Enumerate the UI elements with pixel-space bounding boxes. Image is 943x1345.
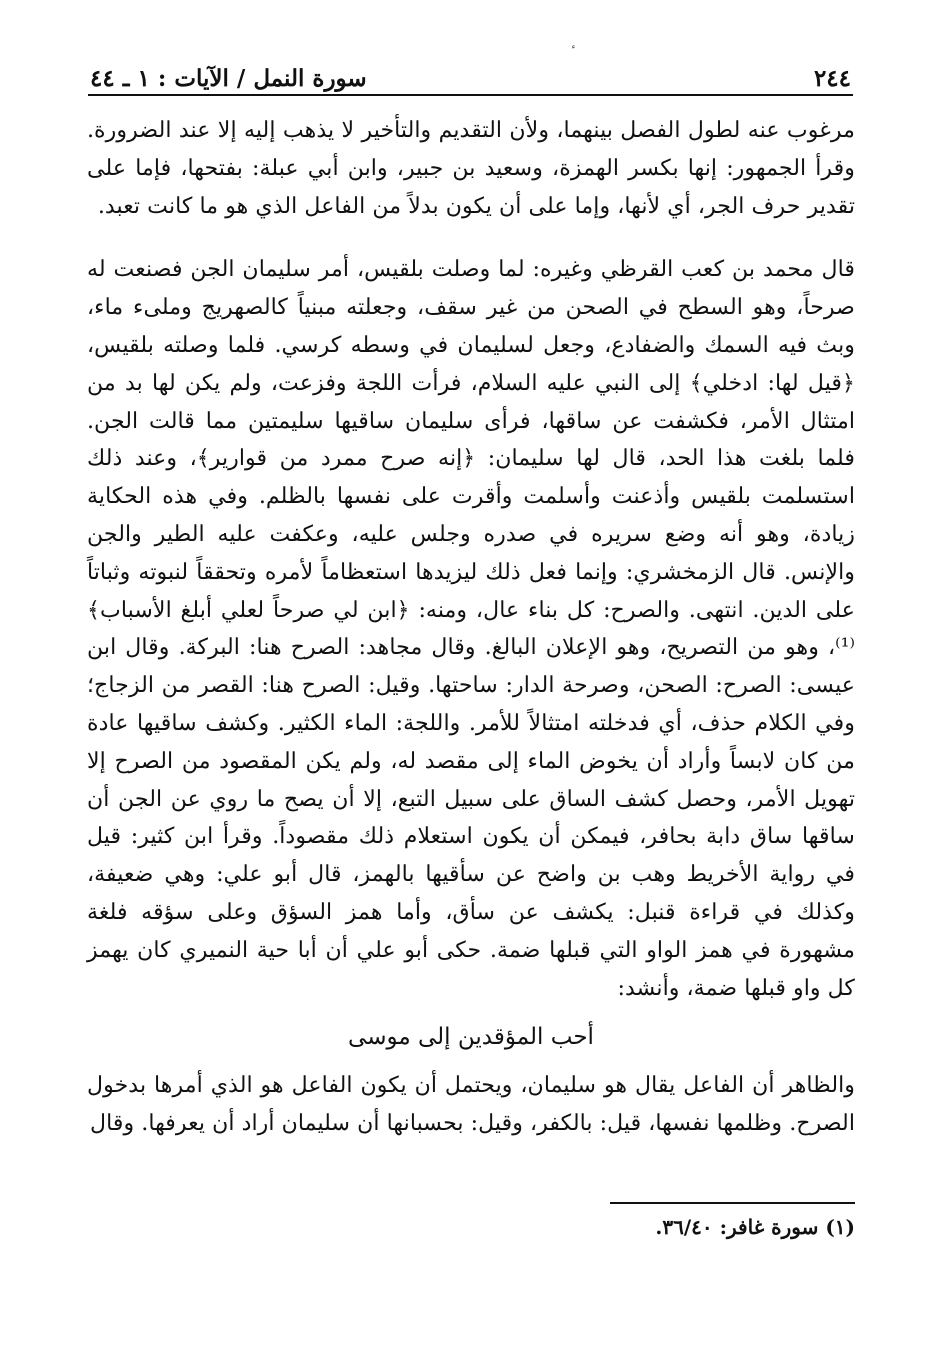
paragraph-2: قال محمد بن كعب القرظي وغيره: لما وصلت بلقيس، أمر سليمان الجن فصنعت له صرحاً، وهو السطح في الصحن من غير سقف، وجعلته مبنياً كالصهريج وملىء ماء، وبث فيه السمك والضفادع، وجعل لسليمان في وسطه كرسي. فلما وصلته بلقيس، ﴿قيل لها: ادخلي﴾ إلى النبي عليه السلام، فرأت اللجة وفزعت، ولم يكن لها بد من امتثال الأمر، فكشفت عن ساقها، فرأى سليمان ساقيها سليمتين مما قالت الجن. فلما بلغت هذا الحد، قال لها سليمان: ﴿إنه صرح ممرد من قوارير﴾، وعند ذلك استسلمت بلقيس وأذعنت وأسلمت وأقرت على نفسها بالظلم. وفي هذه الحكاية زيادة، وهو أنه وضع سريره في صدره وجلس عليه، وعكفت عليه الطير والجن والإنس. قال الزمخشري: وإنما فعل ذلك ليزيدها استعظاماً لأمره وتحققاً لنبوته وثباتاً على الدين. انتهى. والصرح: كل بناء عال، ومنه: ﴿ابن لي صرحاً لعلي أبلغ الأسباب﴾⁽¹⁾، وهو من التصريح، وهو الإعلان البالغ. وقال مجاهد: الصرح هنا: البركة. وقال ابن عيسى: الصرح: الصحن، وصرحة الدار: ساحتها. وقيل: الصرح هنا: القصر من الزجاج؛ وفي الكلام حذف، أي فدخلته امتثالاً للأمر. واللجة: الماء الكثير. وكشف ساقيها عادة من كان لابساً وأراد أن يخوض الماء إلى مقصد له، ولم يكن المقصود من الصرح إلا تهويل الأمر، وحصل كشف الساق على سبيل التبع، إلا أن يصح ما روي عن الجن أن ساقها ساق دابة بحافر، فيمكن أن يكون استعلام ذلك مقصوداً. وقرأ ابن كثير: قيل في رواية الأخريط وهب بن واضح عن سأقيها بالهمز، قال أبو علي: وهي ضعيفة، وكذلك في قراءة قنبل: يكشف عن سأق، وأما همز السؤق وعلى سؤقه فلغة مشهورة في همز الواو التي قبلها ضمة. حكى أبو علي أن أبا حية النميري كان يهمز كل واو قبلها ضمة، وأنشد: [87, 256, 855, 1001]
main-text [87, 112, 855, 1143]
footnote-divider [610, 1202, 855, 1204]
scan-speck-mark [560, 38, 570, 44]
running-header [90, 60, 851, 96]
surah-title: سورة النمل / الآيات : ١ ـ ٤٤ [90, 64, 367, 92]
paragraph-1: مرغوب عنه لطول الفصل بينهما، ولأن التقديم والتأخير لا يذهب إليه إلا عند الضرورة. وقرأ الجمهور: إنها بكسر الهمزة، وسعيد بن جبير، وابن أبي عبلة: بفتحها، فإما على تقدير حرف الجر، أي لأنها، وإما على أن يكون بدلاً من الفاعل الذي هو ما كانت تعبد. [87, 117, 855, 219]
page-number: ٢٤٤ [813, 64, 851, 92]
paragraph-3: والظاهر أن الفاعل يقال هو سليمان، ويحتمل أن يكون الفاعل هو الذي أمرها بدخول الصرح. وظلمها نفسها، قيل: بالكفر، وقيل: بحسبانها أن سليمان أراد أن يعرفها. وقال [87, 1072, 855, 1136]
header-divider [88, 94, 853, 96]
poetry-verse: أحب المؤقدين إلى موسى [348, 1024, 594, 1051]
footnote: (١) سورة غافر: ٣٦/٤٠. [655, 1215, 855, 1239]
